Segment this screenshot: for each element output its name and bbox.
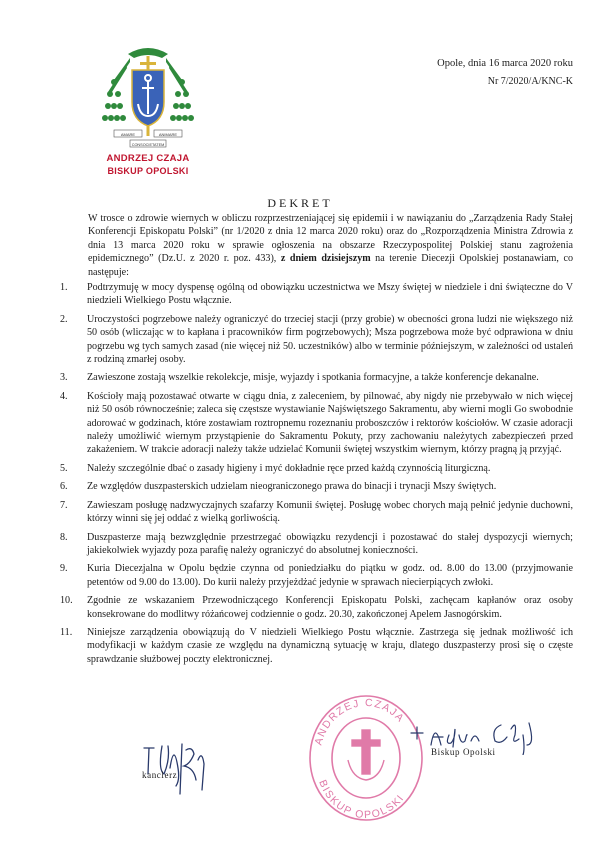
decree-item [60,531,573,558]
item-text: Kuria Diecezjalna w Opolu będzie czynna od poniedziałku do piątku w godz. od. 8.00 do 13.00 (przyjmowanie petentów od 9.00 do 13.00). Do kurii należy przyjeżdżać jedynie w sprawach niecierpiących zwłoki. [87,563,573,588]
intro-text-end: na terenie Diecezji Opolskiej postanawiam, co następuje: [88,253,573,278]
decree-items [60,281,573,671]
bishop-label: Biskup Opolski [431,747,496,757]
svg-text:ANIMARE: ANIMARE [158,131,178,137]
item-text: Zgodnie ze wskazaniem Przewodniczącego Konferencji Episkopatu Polski, zachęcam kapłanów oraz osoby konsekrowane do modlitwy różańcowej codziennie o godz. 20.30, zakończonej Apelem Jasnogórskim. [87,595,573,620]
svg-text:ANDRZEJ CZAJA: ANDRZEJ CZAJA [312,696,407,747]
decree-item [60,594,573,621]
item-number: 9. [60,563,68,575]
reference-number: Nr 7/2020/A/KNC-K [487,76,573,87]
item-number: 4. [60,390,68,402]
svg-text:AMARE: AMARE [120,131,136,137]
item-text: Zawieszam posługę nadzwyczajnych szafarzy Komunii świętej. Posługę wobec chorych mają pełnić jedynie duchowni, którzy winni się jej oddać z wielką gorliwością. [87,499,573,525]
item-number: 1. [60,282,68,293]
decree-item [60,626,573,666]
item-text: Niniejsze zarządzenia obowiązują do V niedzieli Wielkiego Postu włącznie. Zastrzega się jednak możliwość ich modyfikacji w każdym czasie ze względu na dynamiczną sytuację w kraju, dlatego duszpasterzy prosi się o częste sprawdzanie służbowej poczty elektronicznej. [87,626,573,665]
item-text: Duszpasterze mają bezwzględnie przestrzegać obowiązku rezydencji i pozostawać do stałej dyspozycji wiernych; jakiekolwiek wyjazdy poza parafię należy ograniczyć do absolutnej konieczności. [87,531,573,556]
item-text: Ze względów duszpasterskich udzielam nieograniczonego prawa do binacji i trynacji Mszy świętych. [87,481,497,493]
item-number: 3. [60,372,68,384]
decree-item [60,499,573,526]
item-number: 11. [60,626,73,638]
decree-item [60,281,573,308]
item-number: 6. [60,481,68,493]
item-number: 8. [60,531,68,543]
item-number: 10. [60,595,73,607]
item-text: Należy szczególnie dbać o zasady higieny i myć dokładnie ręce przed każdą czynnością liturgiczną. [87,462,491,474]
decree-item [60,313,573,367]
intro-text-start: W trosce o zdrowie wiernych w obliczu rozprzestrzeniającej się epidemii i w nawiązaniu do „Zarządzenia Rady Stałej Konferencji Episkopatu Polski” (nr 1/2020 z dnia 12 marca 2020 roku) oraz do „Rozporządzenia Ministra Zdrowia z dnia 13 marca 2020 roku w sprawie ogłoszenia na obszarze Rzeczypospolitej Polskiej stanu zagrożenia epidemicznego” (Dz.U. z 2020 r. poz. 433), [88,213,573,265]
item-text: Uroczystości pogrzebowe należy ograniczyć do trzeciej stacji (przy grobie) w obecności grona ludzi nie większego niż 50 osób (wliczając w to kapłana i pracowników firm pogrzebowych); Msza pogrzebowa może być odprawiona w dniu pogrzebu wg tych samych zasad (nie więcej niż 50. uczestników) albo w terminie późniejszym, w zależności od ustaleń z rodziną zmarłej osoby. [87,313,573,366]
intro-paragraph [88,212,573,279]
official-stamp-icon [306,688,426,823]
item-text: Zawieszone zostają wszelkie rekolekcje, misje, wyjazdy i spotkania formacyjne, a także konferencje dekanalne. [87,372,539,384]
item-number: 5. [60,462,68,474]
place-date: Opole, dnia 16 marca 2020 roku [437,58,573,69]
bishop-title: BISKUP OPOLSKI [107,166,189,176]
decree-item [60,371,573,384]
decree-item [60,462,573,475]
svg-text:BISKUP OPOLSKI: BISKUP OPOLSKI [316,778,407,822]
decree-item [60,480,573,493]
intro-bold-text: z dniem dzisiejszym [280,253,371,265]
bishop-name: ANDRZEJ CZAJA [106,153,190,164]
item-number: 7. [60,499,68,511]
item-text: Podtrzymuję w mocy dyspensę ogólną od obowiązku uczestnictwa we Mszy świętej w niedziele i dni świąteczne do V niedzieli Wielkiego Postu włącznie. [87,282,573,307]
item-text: Kościoły mają pozostawać otwarte w ciągu dnia, z zaleceniem, by pilnować, aby nigdy nie przebywało w nich więcej niż 50 osób równocześnie; zaleca się częstsze wystawianie Najświętszego Sakramentu, aby wierni mogli Go swobodnie adorować w godzinach, które zostawiam roztropnemu rozeznaniu proboszczów i rektorów kościołów. W czasie adoracji należy umożliwić wiernym przystąpienie do Sakramentu Pokuty, przy zachowaniu należytych zabezpieczeń przed zakażeniem. W trakcie adoracji należy także udzielać Komunii świętej wszystkim wiernym, którzy pragną ją przyjąć. [87,390,573,456]
decree-item [60,390,573,457]
svg-text:CONSOCIETATEM: CONSOCIETATEM [131,142,165,147]
document-title: DEKRET [267,196,333,210]
decree-item [60,562,573,589]
chancellor-label: kanclerz [142,770,178,780]
coat-of-arms-icon [100,40,196,152]
item-number: 2. [60,313,68,325]
